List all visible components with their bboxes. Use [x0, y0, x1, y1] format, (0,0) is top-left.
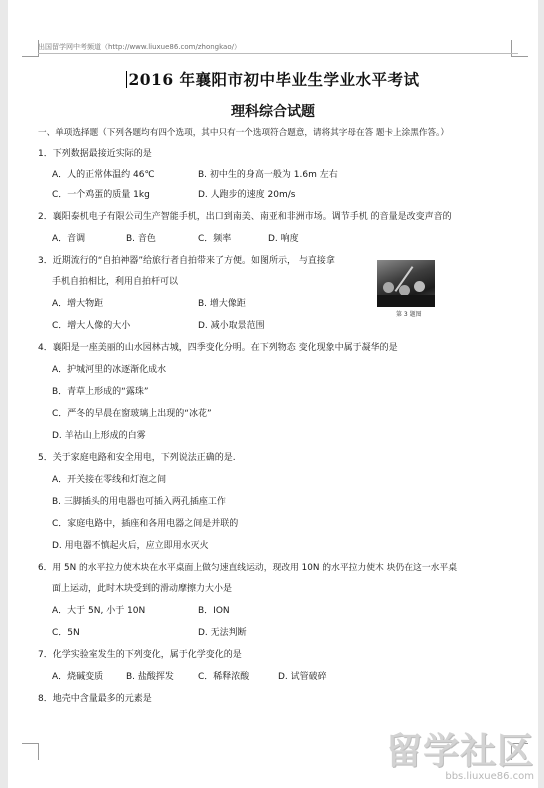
q1-option-c: C．一个鸡蛋的质量 1kg	[52, 190, 150, 200]
q7-stem: 7．化学实验室发生的下列变化，属于化学变化的是	[38, 650, 242, 660]
q1-stem: 1．下列数据最接近实际的是	[38, 149, 152, 159]
q3-stem-line2: 手机自拍相比，利用自拍杆可以	[52, 277, 179, 287]
q4-stem: 4．襄阳是一座美丽的山水园林古城，四季变化分明。在下列物态 变化现象中属于凝华的是	[38, 343, 398, 353]
photo-person-1	[383, 282, 394, 293]
q4-option-b: B．青草上形成的“露珠”	[52, 387, 149, 397]
q2-option-a: A．音调	[52, 234, 86, 244]
q7-option-b: B. 盐酸挥发	[126, 672, 174, 682]
q5-option-c: C．家庭电路中，插座和各用电器之间是并联的	[52, 519, 239, 529]
q5-stem: 5．关于家庭电路和安全用电，下列说法正确的是.	[38, 453, 236, 463]
q7-option-c: C．稀释浓酸	[198, 672, 250, 682]
exam-title[interactable]	[8, 68, 538, 90]
watermark-logo-text: 留学社区	[385, 731, 534, 772]
q6-option-b: B．ION	[198, 606, 230, 616]
q5-option-b: B. 三脚插头的用电器也可插入两孔插座工作	[52, 497, 226, 507]
q2-stem: 2．襄阳泰机电子有限公司生产智能手机，出口到南美、南亚和非洲市场。调节手机 的音量是改变声音的	[38, 212, 452, 222]
q5-option-a: A．开关接在零线和灯泡之间	[52, 475, 167, 485]
q3-option-b: B. 增大像距	[198, 299, 246, 309]
crop-mark-top-right	[511, 40, 528, 57]
q6-option-c: C．5N	[52, 628, 80, 638]
exam-title-text: 2016 年襄阳市初中毕业生学业水平考试	[128, 70, 420, 89]
q4-option-c: C．严冬的早晨在窗玻璃上出现的“冰花”	[52, 409, 212, 419]
q1-option-b: B. 初中生的身高一般为 1.6m 左右	[198, 170, 338, 180]
q4-option-d: D. 羊祜山上形成的白雾	[52, 431, 146, 441]
q1-option-d: D. 人跑步的速度 20m/s	[198, 190, 296, 200]
photo-person-3	[414, 281, 425, 292]
crop-mark-top-left	[22, 40, 39, 57]
site-watermark	[386, 733, 534, 782]
section-heading: 一、单项选择题（下列各题均有四个选项，其中只有一个选项符合题意，请将其字母在答 题卡上涂黑作答。）	[38, 128, 449, 138]
exam-subtitle: 理科综合试题	[231, 104, 315, 120]
q4-option-a: A．护城河里的冰逐渐化成水	[52, 365, 167, 375]
q2-option-b: B. 音色	[126, 234, 156, 244]
q3-option-c: C．增大人像的大小	[52, 321, 131, 331]
page-header: 出国留学网中考频道（http://www.liuxue86.com/zhongkao/）	[38, 43, 241, 51]
q3-figure-caption: 第 3 题图	[396, 311, 422, 318]
q2-option-c: C．频率	[198, 234, 232, 244]
q6-stem-line1: 6．用 5N 的水平拉力使木块在水平桌面上做匀速直线运动，现改用 10N 的水平拉力使木 块仍在这一水平桌	[38, 563, 458, 573]
crop-mark-bottom-left	[22, 743, 39, 760]
q6-stem-line2: 面上运动，此时木块受到的滑动摩擦力大小是	[52, 584, 233, 594]
q6-option-a: A．大于 5N, 小于 10N	[52, 606, 146, 616]
q8-stem: 8．地壳中含量最多的元素是	[38, 694, 152, 704]
selfie-stick-photo	[377, 260, 435, 307]
photo-shoulders	[377, 295, 435, 307]
watermark-url: bbs.liuxue86.com	[445, 771, 534, 782]
q1-option-a: A．人的正常体温约 46℃	[52, 170, 155, 180]
q6-option-d: D. 无法判断	[198, 628, 247, 638]
q7-option-d: D. 试管破碎	[278, 672, 327, 682]
header-divider	[38, 53, 518, 54]
q3-stem-line1: 3．近期流行的“自拍神器”给旅行者自拍带来了方便。如图所示， 与直接拿	[38, 256, 335, 266]
q7-option-a: A．烧碱变质	[52, 672, 104, 682]
q2-option-d: D. 响度	[268, 234, 299, 244]
exam-page	[8, 0, 538, 788]
q3-option-a: A．增大物距	[52, 299, 104, 309]
q5-option-d: D. 用电器不慎起火后，应立即用水灭火	[52, 541, 209, 551]
q3-option-d: D. 减小取景范围	[198, 321, 265, 331]
